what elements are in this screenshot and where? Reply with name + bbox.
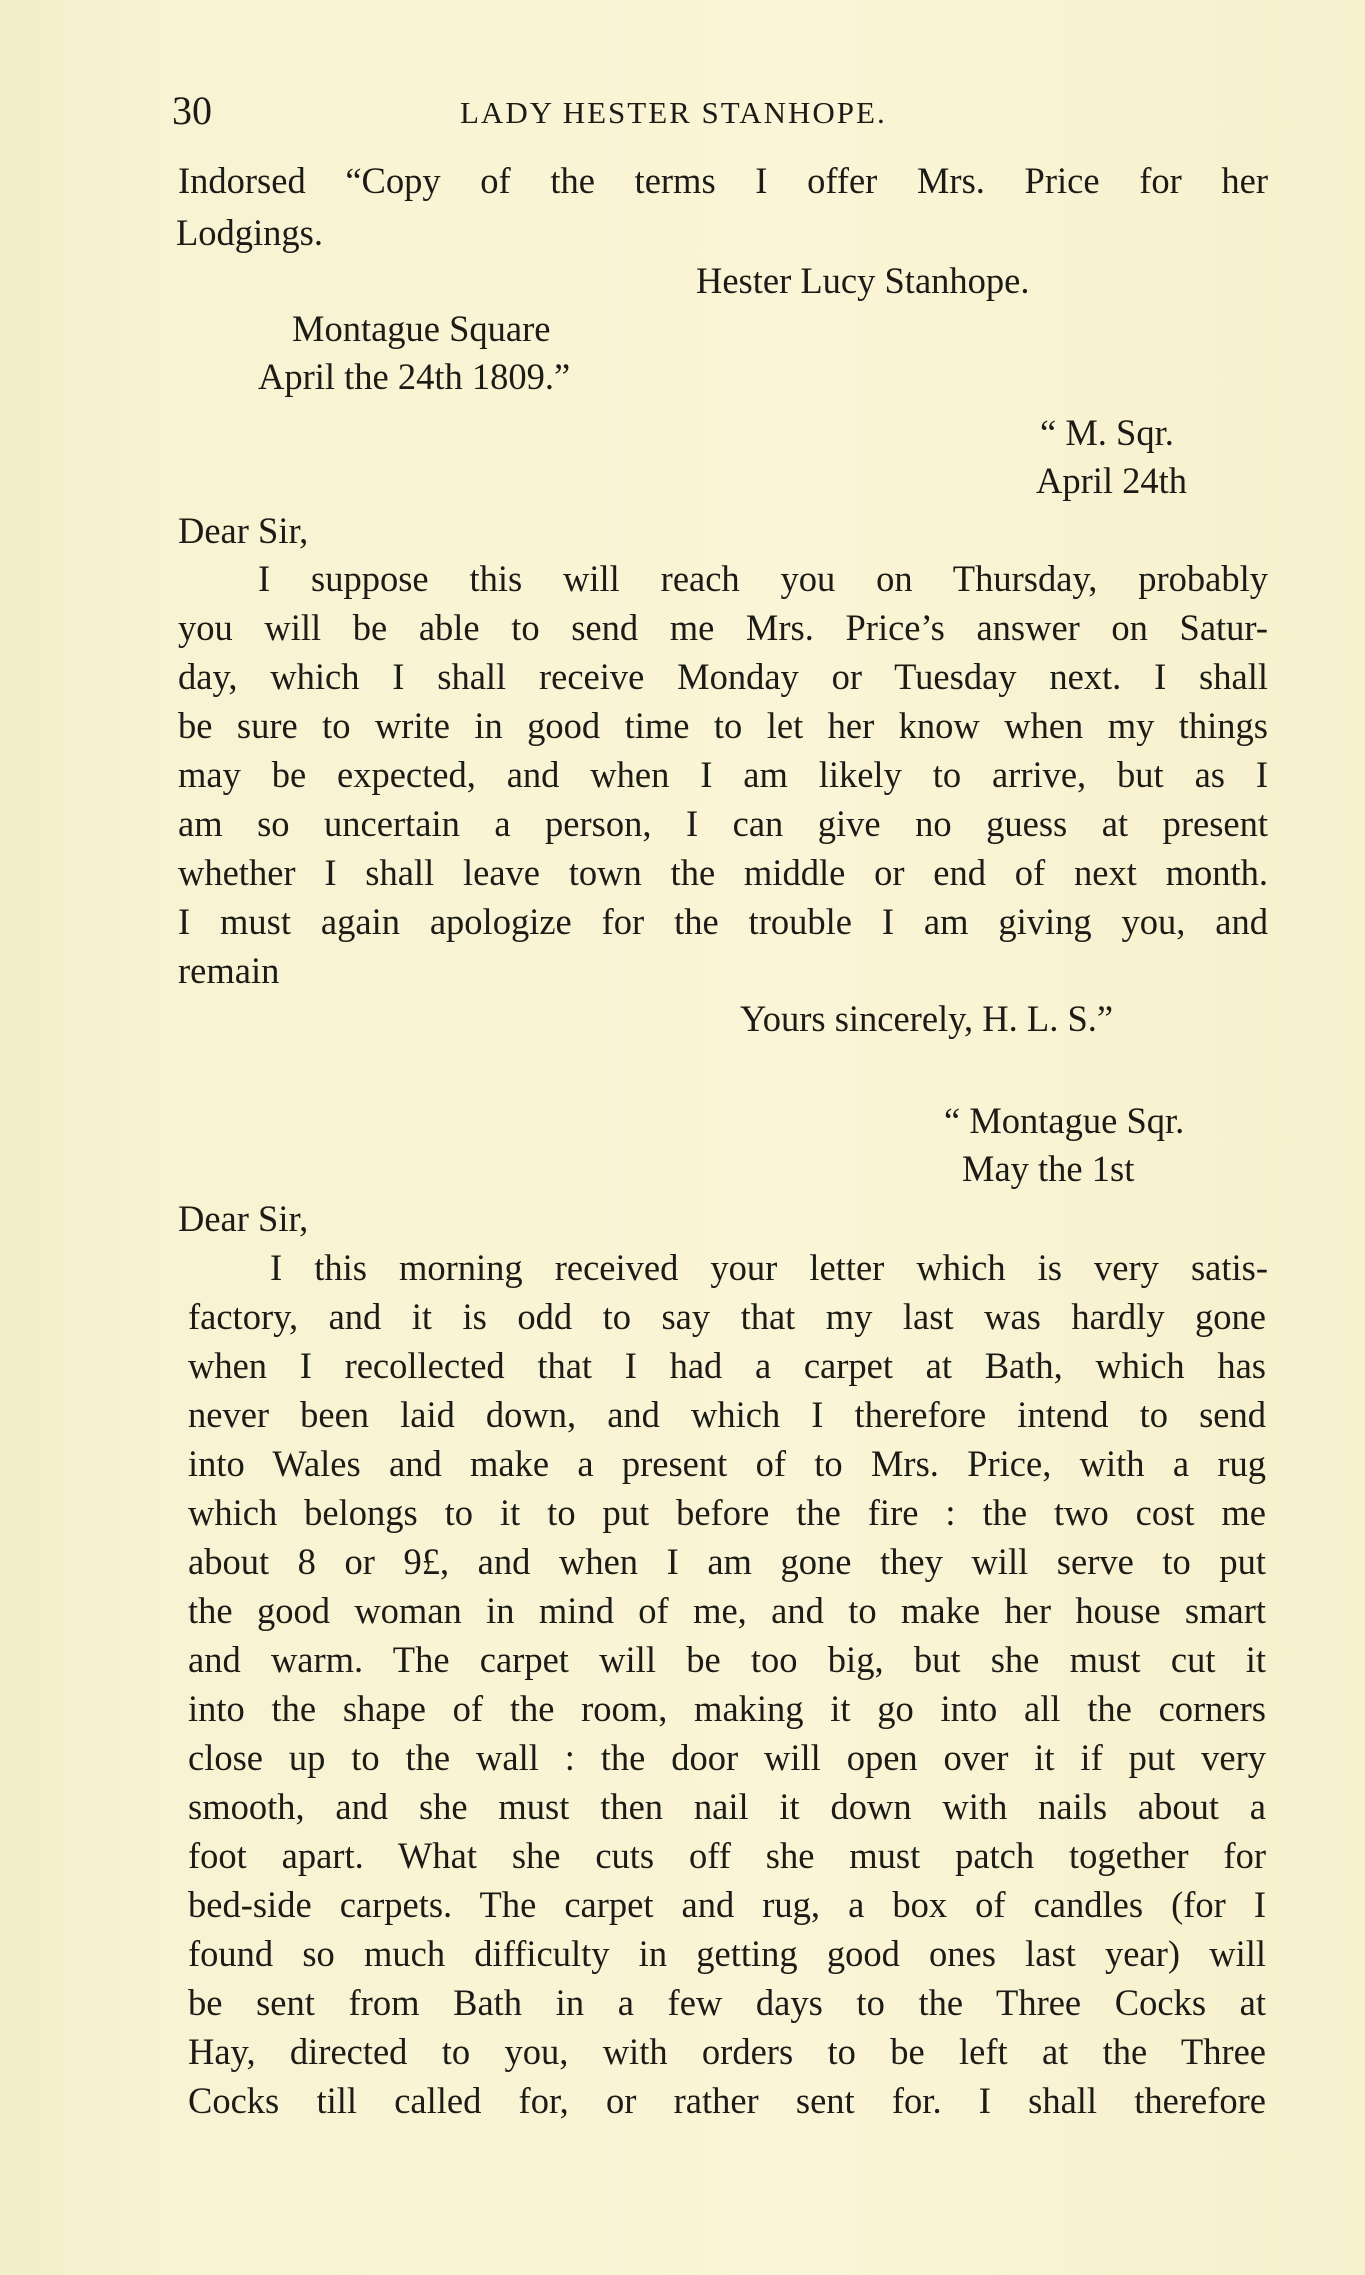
letter1-line: may be expected, and when I am likely to arrive, but as I — [178, 754, 1268, 795]
letter2-line: close up to the wall : the door will open over it if put very — [188, 1737, 1266, 1778]
letter1-line: I must again apologize for the trouble I am giving you, and — [178, 901, 1268, 942]
page-number: 30 — [172, 88, 212, 133]
letter1-line: remain — [178, 950, 280, 991]
endorsement-date: April the 24th 1809.” — [258, 356, 571, 397]
letter2-line: about 8 or 9£, and when I am gone they will serve to put — [188, 1541, 1266, 1582]
letter2-line: the good woman in mind of me, and to make her house smart — [188, 1590, 1266, 1631]
letter1-line: be sure to write in good time to let her know when my things — [178, 705, 1268, 746]
endorsement-place: Montague Square — [292, 308, 551, 349]
letter1-line: you will be able to send me Mrs. Price’s answer on Satur- — [178, 607, 1268, 648]
letter2-line: bed-side carpets. The carpet and rug, a box of candles (for I — [188, 1884, 1266, 1925]
letter2-line: Cocks till called for, or rather sent for. I shall therefore — [188, 2080, 1266, 2121]
endorsement-line: Lodgings. — [176, 212, 324, 253]
letter1-line: day, which I shall receive Monday or Tuesday next. I shall — [178, 656, 1268, 697]
letter2-line: smooth, and she must then nail it down with nails about a — [188, 1786, 1266, 1827]
letter2-line: into the shape of the room, making it go into all the corners — [188, 1688, 1266, 1729]
letter1-place: “ M. Sqr. — [1040, 412, 1174, 453]
letter1-line: am so uncertain a person, I can give no guess at present — [178, 803, 1268, 844]
letter2-date: May the 1st — [962, 1148, 1135, 1189]
letter2-line: never been laid down, and which I therefore intend to send — [188, 1394, 1266, 1435]
endorsement-line: Indorsed “Copy of the terms I offer Mrs. Price for her — [178, 160, 1268, 201]
letter2-salutation: Dear Sir, — [178, 1198, 309, 1239]
running-title: LADY HESTER STANHOPE. — [460, 95, 887, 130]
letter2-line: factory, and it is odd to say that my last was hardly gone — [188, 1296, 1266, 1337]
letter2-line: and warm. The carpet will be too big, but she must cut it — [188, 1639, 1266, 1680]
letter1-salutation: Dear Sir, — [178, 510, 309, 551]
endorsement-signature: Hester Lucy Stanhope. — [696, 260, 1030, 301]
letter2-line: into Wales and make a present of to Mrs. Price, with a rug — [188, 1443, 1266, 1484]
letter1-date: April 24th — [1036, 460, 1188, 501]
letter1-closing: Yours sincerely, H. L. S.” — [740, 998, 1114, 1039]
letter2-line: when I recollected that I had a carpet at Bath, which has — [188, 1345, 1266, 1386]
letter2-line: I this morning received your letter which is very satis- — [270, 1247, 1268, 1288]
letter2-line: foot apart. What she cuts off she must patch together for — [188, 1835, 1266, 1876]
letter2-place: “ Montague Sqr. — [944, 1100, 1185, 1141]
letter2-line: found so much difficulty in getting good ones last year) will — [188, 1933, 1266, 1974]
page-header — [172, 86, 1272, 136]
letter2-line: be sent from Bath in a few days to the Three Cocks at — [188, 1982, 1266, 2023]
letter2-line: Hay, directed to you, with orders to be left at the Three — [188, 2031, 1266, 2072]
letter2-line: which belongs to it to put before the fire : the two cost me — [188, 1492, 1266, 1533]
letter1-line: whether I shall leave town the middle or end of next month. — [178, 852, 1268, 893]
letter1-line: I suppose this will reach you on Thursday, probably — [258, 558, 1268, 599]
